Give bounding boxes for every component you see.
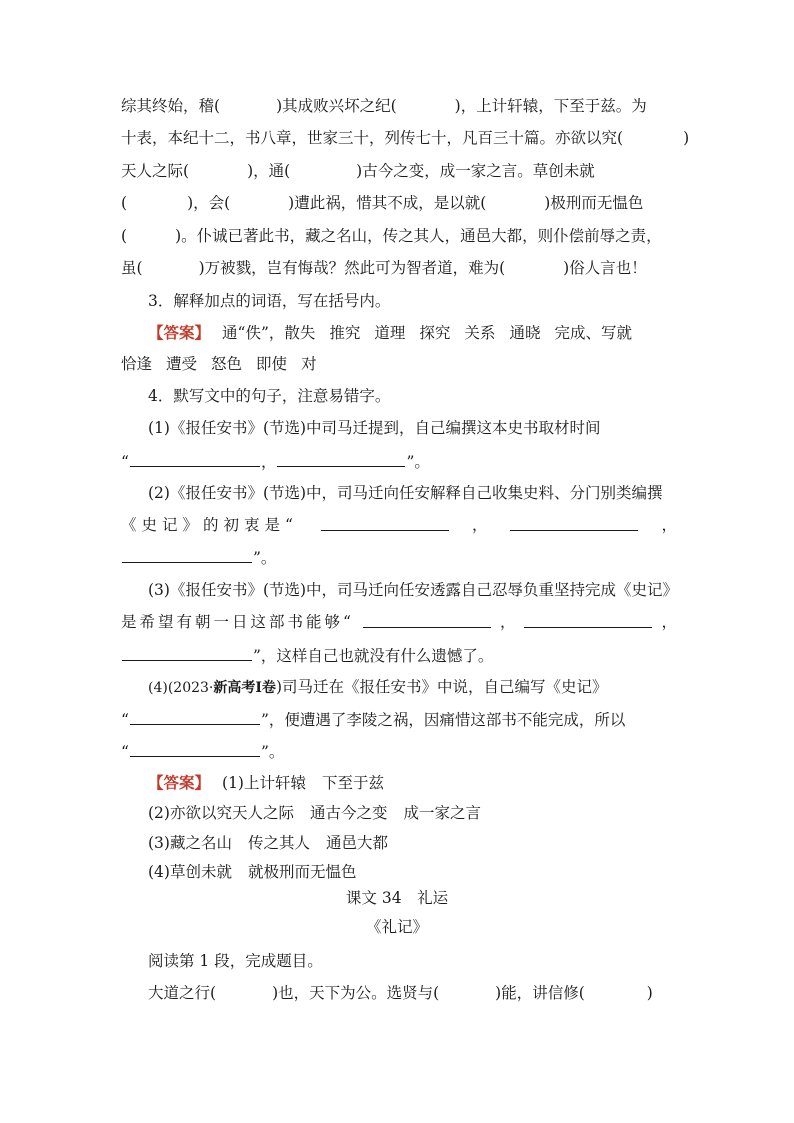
passage-line-5: ( )。仆诚已著此书，藏之名山，传之其人，通邑大都，则仆偿前辱之责， [121,227,662,245]
question-4-item-2-blanks: 《史记》的初衷是“ ， ， [121,516,677,534]
lesson-passage-line-1: 大道之行( )也，天下为公。选贤与( )能，讲信修( ) [148,984,653,1002]
lesson-subtitle: 《礼记》 [365,918,428,936]
question-4-item-2-end: ”。 [121,547,677,569]
question-4-item-3-end: ”，这样自己也就没有什么遗憾了。 [121,645,677,667]
fill-blank[interactable] [130,741,260,757]
fill-blank[interactable] [122,645,252,661]
question-4-item-4-blank-1: “ ”，便遭遇了李陵之祸，因痛惜这部书不能完成，所以 [121,711,626,729]
answer-tag: 【答案】 [148,773,211,792]
question-4-item-3: (3)《报任安书》(节选)中，司马迁向任安透露自己忍辱负重坚持完成《史记》 [148,581,679,599]
question-4-item-4-blank-2: “ ”。 [121,743,285,761]
passage-line-3: 天人之际( )，通( )古今之变，成一家之言。草创未就 [121,162,595,180]
question-4-item-1: (1)《报任安书》(节选)中司马迁提到，自己编撰这本史书取材时间 [148,419,601,437]
question-3-answer-line-1: 【答案】 通“佚”，散失 推究 道理 探究 关系 通晓 完成、写就 [148,323,632,342]
question-4-answer-3: (3)藏之名山 传之其人 通邑大都 [148,834,388,852]
answer-tag: 【答案】 [148,323,211,342]
question-4-prompt: 4．默写文中的句子，注意易错字。 [148,387,391,405]
fill-blank[interactable] [122,547,252,563]
question-4-item-2: (2)《报任安书》(节选)中，司马迁向任安解释自己收集史料、分门别类编撰 [148,484,663,502]
passage-line-1: 综其终始，稽( )其成败兴坏之纪( )，上计轩辕，下至于兹。为 [121,97,647,115]
fill-blank[interactable] [510,515,638,531]
question-4-item-1-blanks: “ ， ”。 [121,453,430,471]
question-4-item-3-blanks: 是希望有朝一日这部书能够“ ， ， [121,613,677,631]
fill-blank[interactable] [321,515,449,531]
passage-line-6: 虽( )万被戮，岂有悔哉？然此可为智者道，难为( )俗人言也！ [121,259,647,277]
question-4-answer-2: (2)亦欲以究天人之际 通古今之变 成一家之言 [148,804,481,822]
fill-blank[interactable] [363,612,491,628]
question-4-answer-1: 【答案】 (1)上计轩辕 下至于兹 [148,773,384,792]
question-4-answer-4: (4)草创未就 就极刑而无愠色 [148,863,357,881]
question-3-prompt: 3．解释加点的词语，写在括号内。 [148,292,391,310]
lesson-title: 课文 34 礼运 [345,889,449,907]
fill-blank[interactable] [130,709,260,725]
fill-blank[interactable] [130,451,260,467]
passage-line-2: 十表，本纪十二，书八章，世家三十，列传七十，凡百三十篇。亦欲以究( ) [121,129,690,147]
fill-blank[interactable] [524,612,652,628]
fill-blank[interactable] [277,451,405,467]
question-3-answer-line-2: 恰逢 遭受 怒色 即使 对 [121,355,317,373]
lesson-instruction: 阅读第 1 段，完成题目。 [148,952,323,970]
passage-line-4: ( )，会( )遭此祸，惜其不成，是以就( )极刑而无愠色 [121,194,644,212]
question-4-item-4: (4)(2023·新高考Ⅰ卷)司马迁在《报任安书》中说，自己编写《史记》 [148,678,608,696]
